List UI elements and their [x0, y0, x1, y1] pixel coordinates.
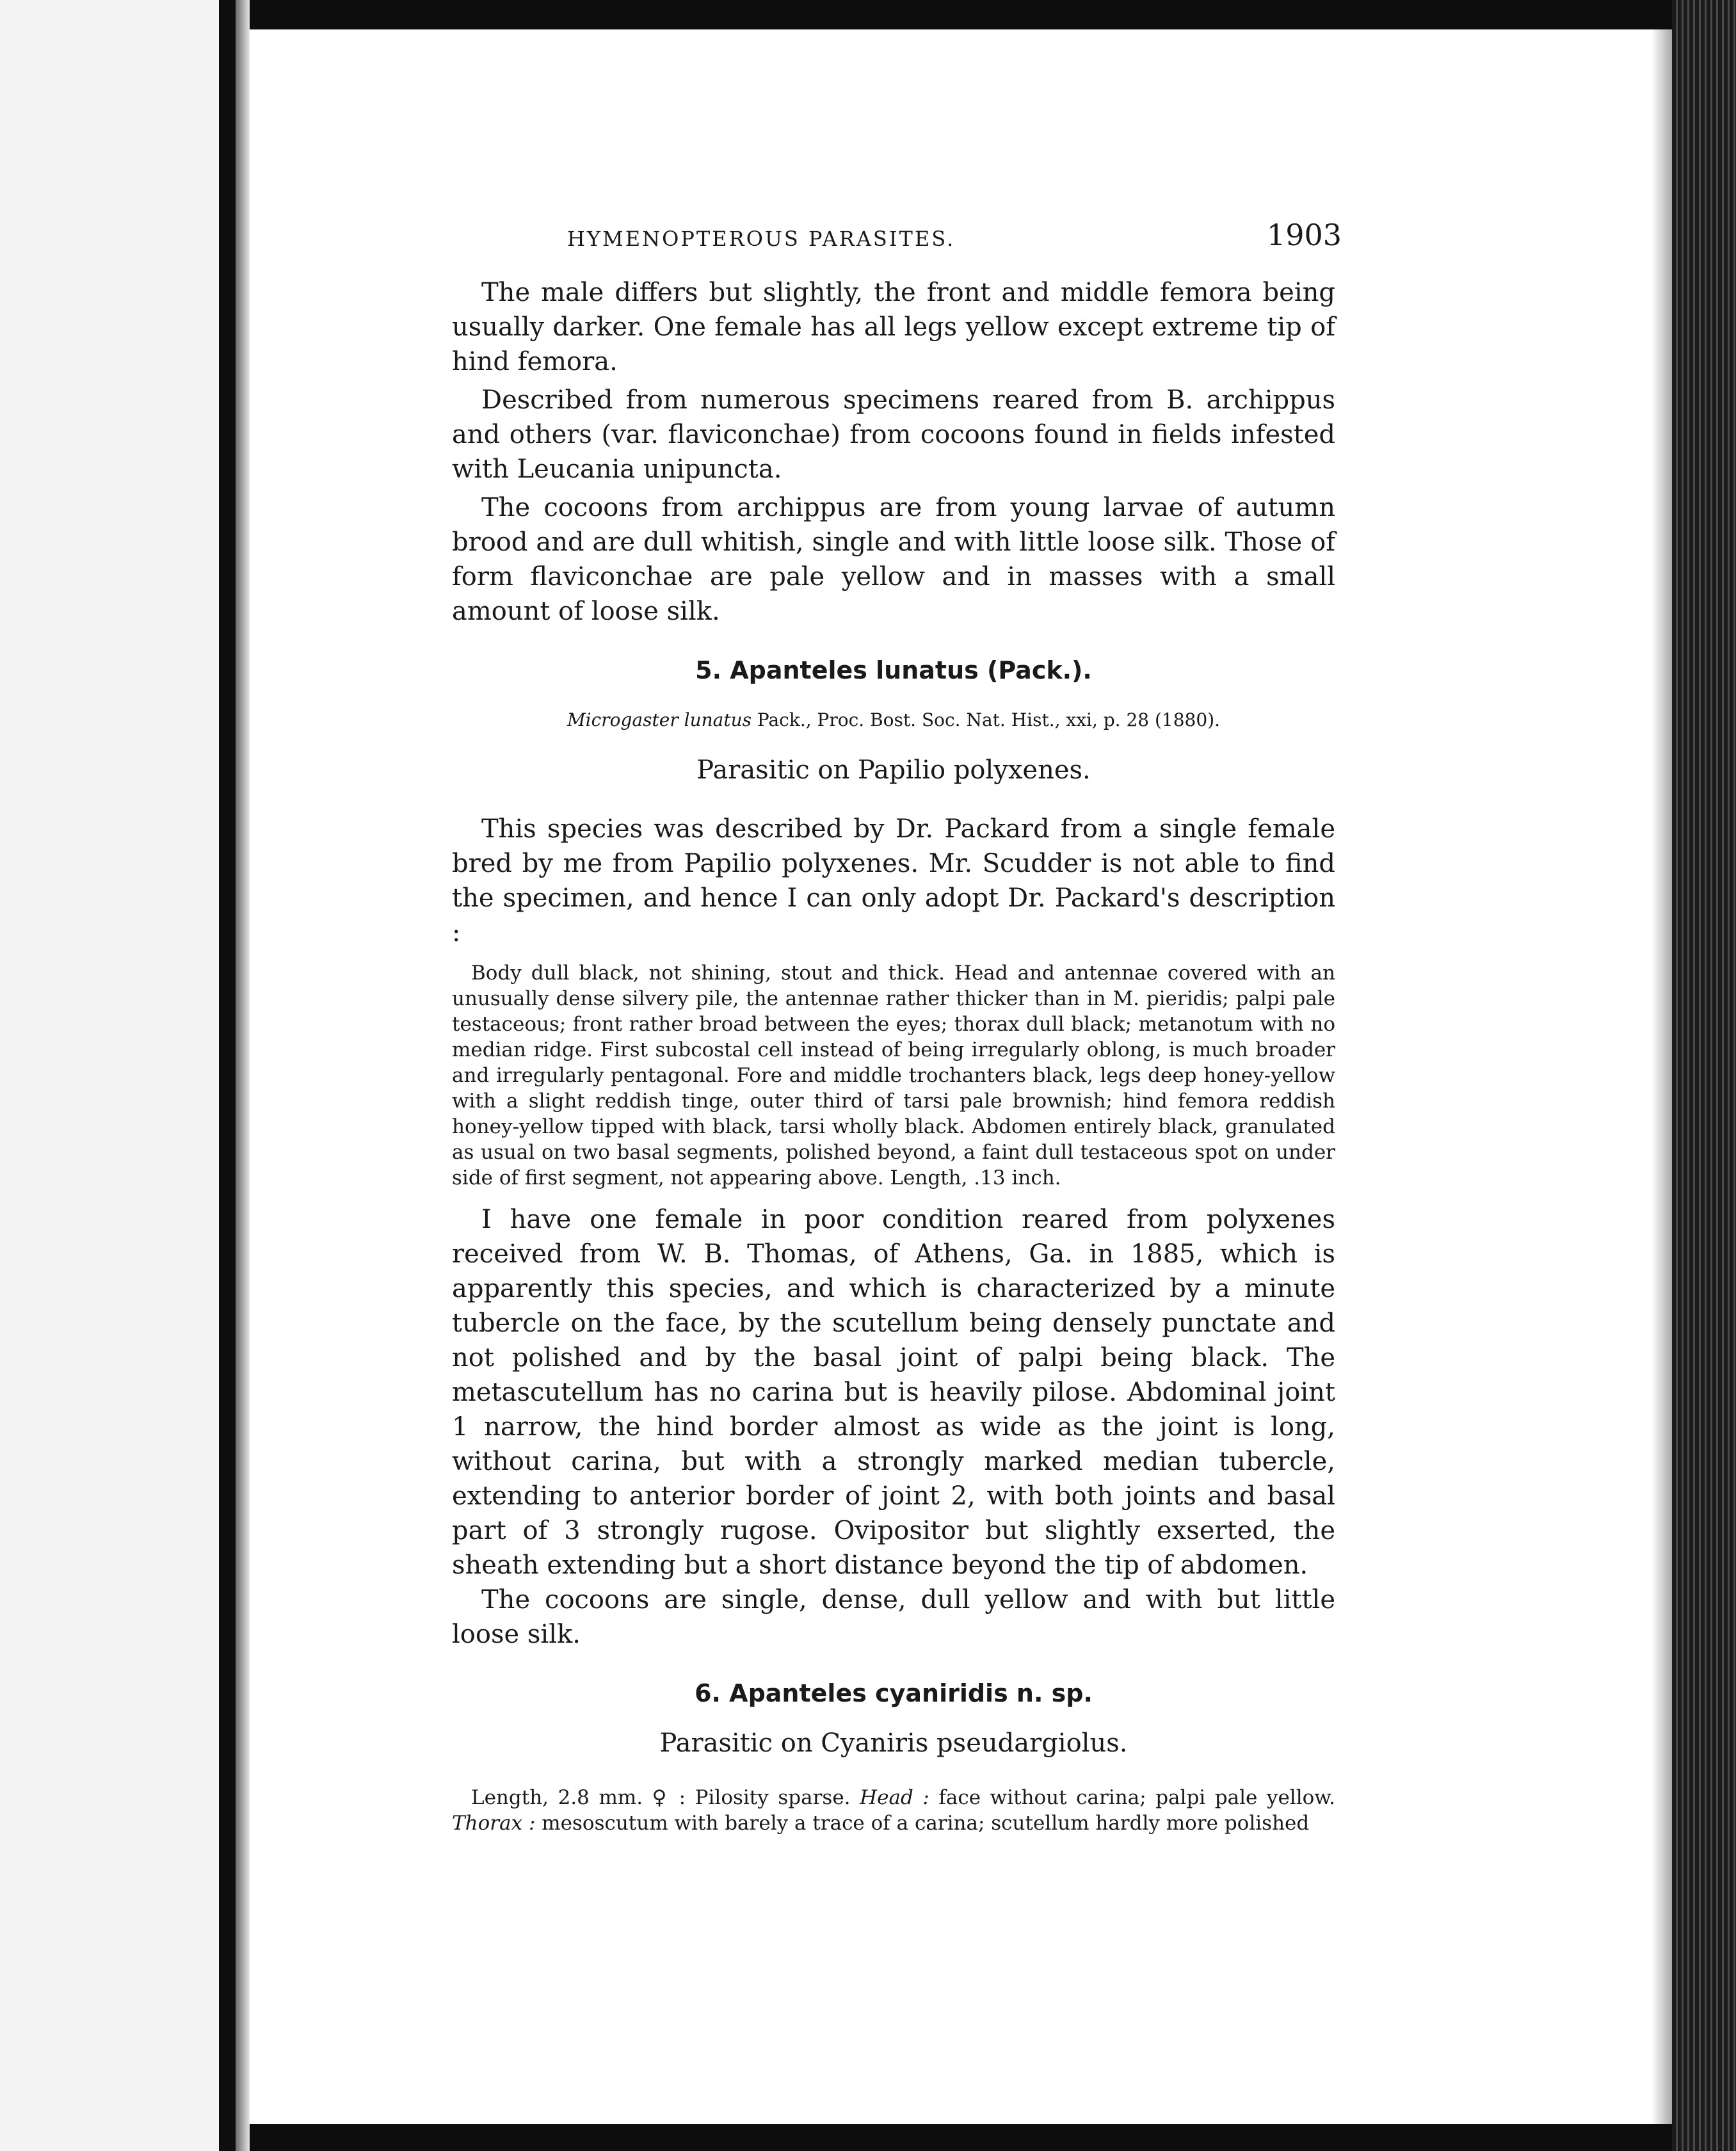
- book-gutter: [219, 0, 236, 2151]
- facing-page: [0, 0, 219, 2151]
- scan-bottom-border: [250, 2124, 1736, 2151]
- page-number: 1903: [1266, 218, 1342, 252]
- citation-genus-species: Microgaster lunatus: [567, 709, 751, 730]
- description-cyaniridis: [452, 1785, 1335, 1836]
- page-header: [452, 218, 1342, 266]
- paragraph-lunatus-cocoons: The cocoons are single, dense, dull yellow and with but little loose silk.: [452, 1585, 1335, 1649]
- description-head: face without carina; palpi pale yellow.: [938, 1786, 1335, 1809]
- description-length: Length, 2.8 mm. ♀ : Pilosity sparse.: [471, 1786, 851, 1809]
- citation-lunatus: [452, 703, 1335, 737]
- paragraph-lunatus-intro: This species was described by Dr. Packard from a single female bred by me from Papilio polyxenes. Mr. Scudder is not able to find the specimen, and hence I can only adopt Dr. Packard's description :: [452, 814, 1335, 947]
- book-fore-edge: [1672, 0, 1736, 2151]
- quoted-description: Body dull black, not shining, stout and thick. Head and antennae covered with an unusually dense silvery pile, the antennae rather thicker than in M. pieridis; palpi pale testaceous; front rather broad between the eyes; thorax dull black; metanotum with no median ridge. First subcostal cell instead of being irregularly oblong, is much broader and irregularly pentagonal. Fore and middle trochanters black, legs deep honey-yellow with a slight reddish tinge, outer third of tarsi pale brownish; hind femora reddish honey-yellow tipped with black, tarsi wholly black. Abdomen entirely black, granulated as usual on two basal segments, polished beyond, a faint dull testaceous spot on under side of first segment, not appearing above. Length, .13 inch.: [452, 962, 1335, 1189]
- page-text: [452, 218, 1342, 1836]
- book-page: [250, 29, 1652, 2124]
- scan-top-border: [250, 0, 1690, 29]
- paragraph-lunatus-notes: I have one female in poor condition reared from polyxenes received from W. B. Thomas, of Athens, Ga. in 1885, which is apparently this species, and which is characterized by a minute tubercle on the face, by the scutellum being densely punctate and not polished and by the basal joint of palpi being black. The metascutellum has no carina but is heavily pilose. Abdominal joint 1 narrow, the hind border almost as wide as the joint is long, without carina, but with a strongly marked median tubercle, extending to anterior border of joint 2, with both joints and basal part of 3 strongly rugose. Ovipositor but slightly exserted, the sheath extending but a short distance beyond the tip of abdomen.: [452, 1205, 1335, 1580]
- paragraph-described-from: Described from numerous specimens reared from B. archippus and others (var. flaviconchae) from cocoons found in fields infested with Leucania unipuncta.: [452, 385, 1335, 484]
- gutter-shadow: [236, 0, 250, 2151]
- species-heading-lunatus: 5. Apanteles lunatus (Pack.).: [695, 656, 1092, 684]
- description-thorax: mesoscutum with barely a trace of a carina; scutellum hardly more polished: [542, 1812, 1310, 1835]
- host-lunatus: Parasitic on Papilio polyxenes.: [696, 755, 1091, 785]
- page-edge-shadow: [1652, 29, 1672, 2124]
- paragraph-male: The male differs but slightly, the front and middle femora being usually darker. One female has all legs yellow except extreme tip of hind femora.: [452, 278, 1335, 376]
- running-head: HYMENOPTEROUS PARASITES.: [567, 227, 956, 251]
- label-head: Head :: [860, 1786, 929, 1809]
- label-thorax: Thorax :: [452, 1812, 536, 1835]
- host-cyaniridis: Parasitic on Cyaniris pseudargiolus.: [659, 1728, 1128, 1758]
- species-heading-cyaniridis: 6. Apanteles cyaniridis n. sp.: [695, 1679, 1093, 1707]
- citation-reference: Pack., Proc. Bost. Soc. Nat. Hist., xxi, p. 28 (1880).: [757, 709, 1221, 730]
- paragraph-cocoons-archippus: The cocoons from archippus are from young larvae of autumn brood and are dull whitish, single and with little loose silk. Those of form flaviconchae are pale yellow and in masses with a small amount of loose silk.: [452, 493, 1335, 626]
